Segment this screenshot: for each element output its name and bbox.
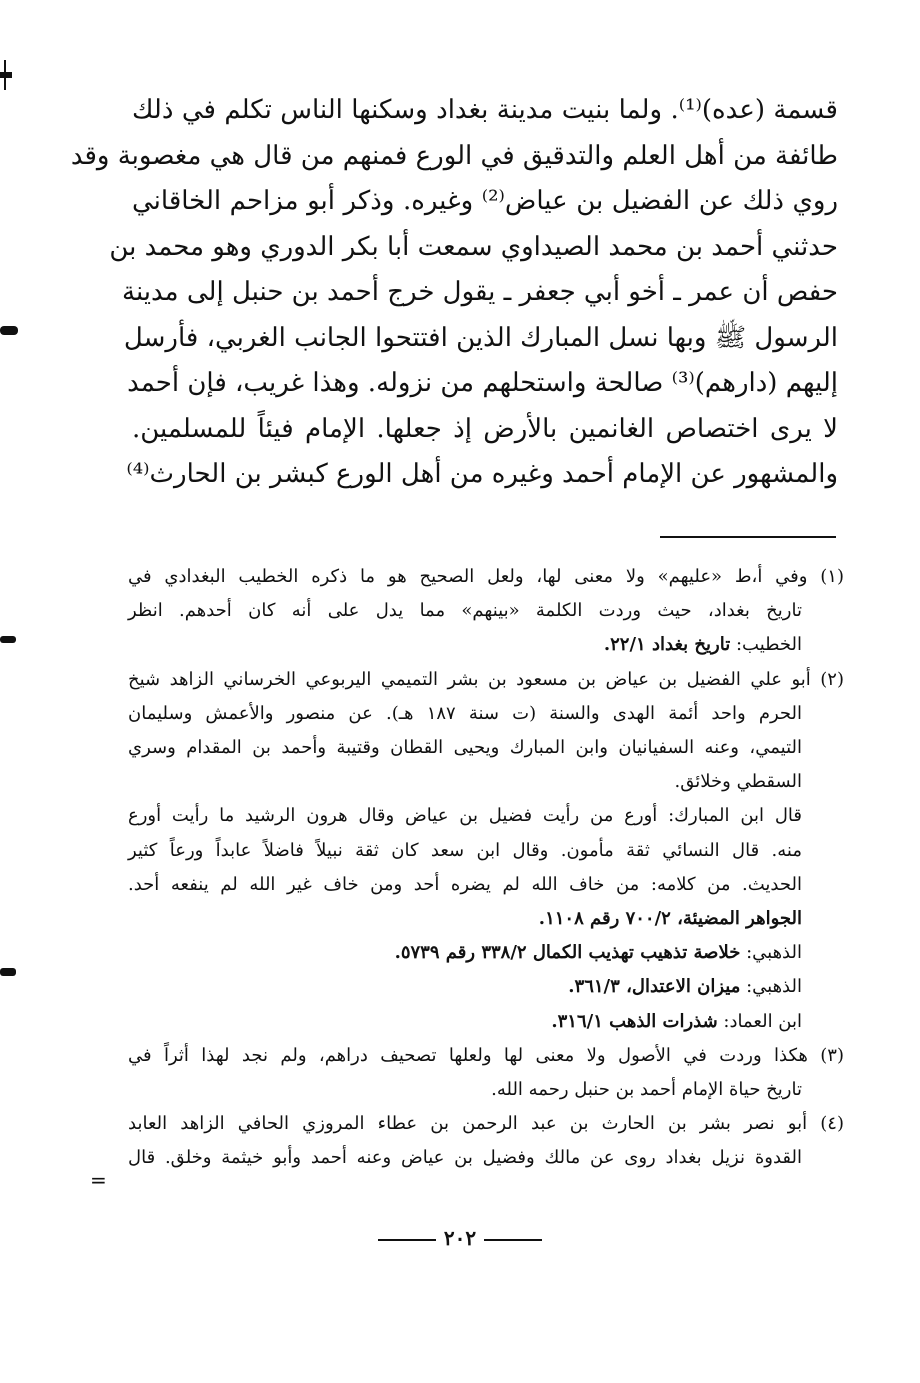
source-title: شذرات الذهب ٣١٦/١. [551,1010,718,1032]
page-number-footer [0,1226,920,1250]
footnote-line: تاريخ حياة الإمام أحمد بن حنبل رحمه الله. [491,1079,802,1101]
text-line: والمشهور عن الإمام أحمد وغيره من أهل الورع كبشر بن الحارث⁽⁴⁾ [126,459,838,489]
footnote-line: القدوة نزيل بغداد روى عن مالك وفضيل بن عياض وعنه أحمد وأبو خيثمة وخلق. قال [128,1147,802,1169]
text-line: قسمة (عده)⁽¹⁾. ولما بنيت مدينة بغداد وسكنها الناس تكلم في ذلك [132,95,838,125]
text-line: طائفة من أهل العلم والتدقيق في الورع فمنهم من قال هي مغصوبة وقد [70,140,838,171]
footnote-quote-line: منه. قال النسائي ثقة مأمون. وقال ابن سعد كان ثقة نبيلاً فاضلاً عابداً ورعاً كثير [128,839,802,861]
page-number-dash [378,1239,436,1241]
footnote-quote-line: الحديث. من كلامه: من خاف الله لم يضره أحد ومن خاف غير الله لم ينفعه أحد. [128,873,802,895]
footnote-source [128,936,844,970]
footnote-4 [128,1107,844,1175]
footnote-separator [660,536,836,538]
continuation-mark: = [90,1168,107,1192]
text-line: روي ذلك عن الفضيل بن عياض⁽²⁾ وغيره. وذكر أبو مزاحم الخاقاني [132,186,838,216]
footnote-line: الحرم واحد أئمة الهدى والسنة (ت سنة ١٨٧ هـ). عن منصور والأعمش وسليمان [128,702,803,724]
footnotes [128,560,844,1176]
footnote-line: السقطي وخلائق. [674,771,802,793]
source-title: خلاصة تذهيب تهذيب الكمال ٣٣٨/٢ رقم ٥٧٣٩. [394,942,741,964]
source-author: الذهبي: [740,976,802,998]
text-line: الرسول ﷺ وبها نسل المبارك الذين افتتحوا الجانب الغربي، فأرسل [123,322,838,353]
scan-mark [0,968,16,976]
source-title: الجواهر المضيئة، ٧٠٠/٢ رقم ١١٠٨. [538,908,802,930]
scan-mark [0,72,12,78]
main-text [70,88,838,498]
scan-mark [4,60,6,90]
footnote-reference [128,628,844,662]
scan-mark [0,326,18,335]
page-number-dash [484,1239,542,1241]
scan-mark [0,636,16,643]
source-title: ميزان الاعتدال، ٣٦١/٣. [568,976,741,998]
footnote-line: (٢) أبو علي الفضيل بن عياض بن مسعود بن بشر التميمي اليربوعي الخرساني الزاهد شيخ [128,668,844,690]
text-line: لا يرى اختصاص الغانمين بالأرض إذ جعلها. الإمام فيئاً للمسلمين. [132,413,838,444]
footnote-line: (٤) أبو نصر بشر بن الحارث بن عبد الرحمن بن عطاء المروزي الحافي الزاهد العابد [128,1113,844,1135]
page-number: ٢٠٢ [443,1226,477,1250]
reference-author: الخطيب: [730,634,802,656]
text-line: حفص أن عمر ـ أخو أبي جعفر ـ يقول خرج أحمد بن حنبل إلى مدينة [122,277,838,307]
text-line: إليهم (دارهم)⁽³⁾ صالحة واستحلهم من نزوله. وهذا غريب، فإن أحمد [127,368,838,398]
footnote-source [128,970,844,1004]
reference-title: تاريخ بغداد ٢٢/١. [603,634,731,656]
footnote-1 [128,560,844,663]
source-author: الذهبي: [740,942,802,964]
source-author: ابن العماد: [717,1010,802,1032]
footnote-quote-line: قال ابن المبارك: أورع من رأيت فضيل بن عياض وقال هرون الرشيد ما رأيت أورع [128,805,802,827]
footnote-line: (١) وفي أ،ط «عليهم» ولا معنى لها، ولعل الصحيح هو ما ذكره الخطيب البغدادي في [128,566,844,587]
footnote-2 [128,663,844,1039]
footnote-source [128,902,844,936]
footnote-3 [128,1039,844,1107]
footnote-line: تاريخ بغداد، حيث وردت الكلمة «بينهم» مما يدل على أنه كان أحدهم. انظر [128,600,802,622]
text-line: حدثني أحمد بن محمد الصيداوي سمعت أبا بكر الدوري وهو محمد بن [109,231,838,262]
footnote-source [128,1005,844,1039]
footnote-line: (٣) هكذا وردت في الأصول ولا معنى لها ولعلها تصحيف دراهم، ولم نجد لهذا أثراً في [128,1044,844,1066]
footnote-line: التيمي، وعنه السفيانيان وابن المبارك ويحيى القطان وقتيبة وأحمد بن المقدام وسري [128,737,802,759]
